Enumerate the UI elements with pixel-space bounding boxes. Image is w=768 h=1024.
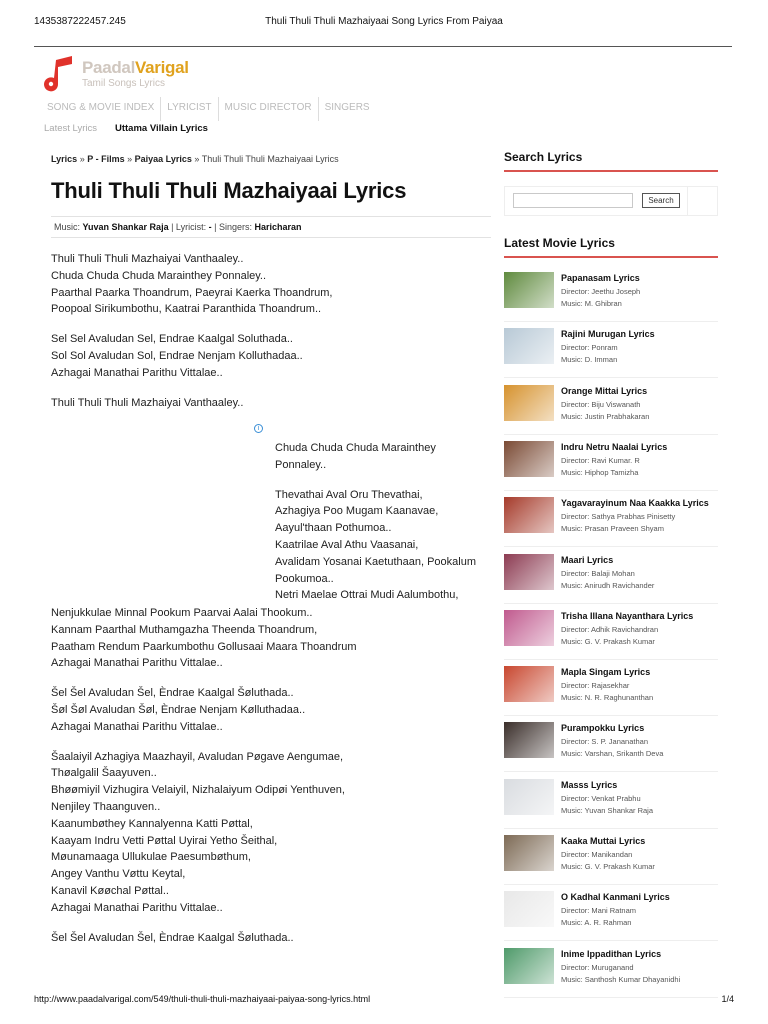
lyric-line: Kaanumbøthey Kannalyenna Katti Pøttal, (51, 817, 253, 830)
movie-name[interactable]: Mapla Singam Lyrics (561, 667, 651, 678)
lyric-line: Bhøømiyil Vizhugira Velaiyil, Nizhalaiyum Odipøi Yenthuven, (51, 784, 345, 797)
lyric-line: Thuli Thuli Thuli Mazhaiyai Vanthaaley.. (51, 253, 244, 265)
lyric-line: Nenjiley Thaanguven.. (51, 800, 161, 813)
lyric-line: Sol Sol Avaludan Sol, Endrae Nenjam Kolluthadaa.. (51, 349, 303, 362)
stanza-gap (51, 318, 332, 331)
movie-name[interactable]: Papanasam Lyrics (561, 273, 640, 283)
movie-thumbnail[interactable] (504, 441, 554, 477)
movie-name[interactable]: Kaaka Muttai Lyrics (561, 836, 646, 846)
movie-item[interactable] (504, 660, 718, 716)
lyric-line: Chuda Chuda Chuda Marainthey Ponnaley.. (51, 269, 267, 282)
movie-item[interactable] (504, 322, 718, 378)
lyric-line: Chuda Chuda Chuda Marainthey (275, 442, 436, 454)
logo-brand: PaadalVarigal (82, 58, 189, 77)
movie-name[interactable]: Yagavarayinum Naa Kaakka Lyrics (561, 498, 709, 509)
movie-music: Music: Varshan, Srikanth Deva (561, 749, 664, 759)
stanza-gap (275, 474, 476, 487)
main-nav (41, 97, 376, 121)
lyrics-block-indented (275, 440, 476, 604)
logo-tagline: Tamil Songs Lyrics (82, 78, 165, 89)
movie-name[interactable]: Trisha Illana Nayanthara Lyrics (561, 610, 694, 621)
movie-music: Music: N. R. Raghunanthan (561, 693, 654, 703)
search-title: Search Lyrics (504, 150, 718, 172)
song-meta: Music: Yuvan Shankar Raja | Lyricist: - | Singers: Haricharan (51, 216, 491, 238)
movie-director: Director: Sathya Prabhas Pinisetty (561, 512, 676, 522)
lyric-line: Šøl Šøl Avaludan Šøl, Èndrae Nenjam Kølluthadaa.. (51, 703, 306, 716)
movie-director: Director: Adhik Ravichandran (561, 624, 659, 634)
search-box (504, 186, 718, 216)
nav-music-director[interactable]: MUSIC DIRECTOR (219, 97, 319, 121)
movie-thumbnail[interactable] (504, 272, 554, 308)
print-doc-title: Thuli Thuli Thuli Mazhaiyaai Song Lyrics From Paiyaa (265, 16, 503, 27)
meta-singers[interactable]: Haricharan (254, 222, 302, 232)
subnav-latest-lyrics[interactable]: Latest Lyrics (44, 123, 97, 134)
stanza-gap (51, 382, 332, 395)
movie-name[interactable]: Maari Lyrics (561, 554, 614, 565)
movie-item[interactable] (504, 716, 718, 772)
lyric-line: Pookumoa.. (275, 572, 334, 585)
print-header (34, 16, 734, 30)
movie-item[interactable] (504, 604, 718, 660)
movie-thumbnail[interactable] (504, 497, 554, 533)
meta-music[interactable]: Yuvan Shankar Raja (82, 222, 169, 232)
lyric-line: Kannam Paarthal Muthamgazha Theenda Thoandrum, (51, 623, 318, 636)
movie-music: Music: D. Imman (561, 355, 618, 365)
lyric-line: Azhagai Manathai Parithu Vittalae.. (51, 720, 223, 733)
ad-info-icon[interactable]: i (254, 424, 263, 433)
movie-item[interactable] (504, 829, 718, 885)
movie-item[interactable] (504, 942, 718, 998)
lyric-line: Nenjukkulae Minnal Pookum Paarvai Aalai Thookum.. (51, 607, 313, 619)
lyric-line: Kanavil Køøchal Pøttal.. (51, 884, 169, 897)
page-title: Thuli Thuli Thuli Mazhaiyaai Lyrics (51, 178, 407, 203)
page-number: 1/4 (721, 994, 734, 1004)
nav-lyricist[interactable]: LYRICIST (161, 97, 218, 121)
movie-director: Director: Biju Viswanath (561, 399, 641, 409)
movie-item[interactable] (504, 773, 718, 829)
movie-item[interactable] (504, 548, 718, 604)
breadcrumb-lyrics[interactable]: Lyrics (51, 154, 78, 164)
lyric-line: Šel Šel Avaludan Šel, Èndrae Kaalgal Šøluthada.. (51, 931, 294, 944)
lyric-line: Azhagai Manathai Parithu Vittalae.. (51, 657, 223, 670)
nav-singers[interactable]: SINGERS (324, 102, 370, 113)
lyric-line: Kaatrilae Aval Athu Vaasanai, (275, 538, 419, 551)
latest-lyrics-title: Latest Movie Lyrics (504, 236, 718, 258)
search-divider (687, 187, 688, 215)
lyric-line: Ponnaley.. (275, 458, 327, 471)
movie-item[interactable] (504, 435, 718, 491)
lyric-line: Aayul'thaan Pothumoa.. (275, 522, 392, 535)
lyrics-block-bottom (51, 605, 357, 946)
movie-thumbnail[interactable] (504, 666, 554, 702)
stanza-gap (51, 736, 357, 749)
movie-music: Music: G. V. Prakash Kumar (561, 636, 655, 646)
breadcrumb: Lyrics » P - Films » Paiyaa Lyrics » Thuli Thuli Thuli Mazhaiyaai Lyrics (51, 154, 339, 164)
movie-music: Music: M. Ghibran (561, 299, 622, 308)
print-timestamp: 1435387222457.245 (34, 16, 126, 27)
lyric-line: Sel Sel Avaludan Sel, Endrae Kaalgal Soluthada.. (51, 333, 293, 346)
sidebar (504, 150, 718, 984)
movie-director: Director: Ravi Kumar. R (561, 455, 640, 465)
lyric-line: Azhagai Manathai Parithu Vittalae.. (51, 901, 223, 914)
movie-director: Director: Manikandan (561, 850, 633, 859)
lyric-line: Netri Maelae Ottrai Mudi Aalumbothu, (275, 589, 459, 602)
movie-director: Director: Rajasekhar (561, 681, 630, 691)
movie-music: Music: Hiphop Tamizha (561, 467, 639, 477)
lyric-line: Azhagiya Poo Mugam Kaanavae, (275, 505, 439, 518)
movie-music: Music: Justin Prabhakaran (561, 411, 650, 421)
nav-song-movie-index[interactable]: SONG & MOVIE INDEX (41, 97, 161, 121)
sub-nav (44, 123, 208, 134)
movie-thumbnail[interactable] (504, 610, 554, 646)
movie-thumbnail[interactable] (504, 722, 554, 758)
lyric-line: Thøalgalil Šaayuven.. (51, 767, 157, 780)
movie-director: Director: Muruganand (561, 962, 634, 972)
stanza-gap (51, 917, 357, 930)
search-input[interactable] (513, 193, 633, 208)
movie-music: Music: Yuvan Shankar Raja (561, 805, 653, 815)
lyric-line: Thuli Thuli Thuli Mazhaiyai Vanthaaley.. (51, 396, 244, 409)
movie-thumbnail[interactable] (504, 891, 554, 927)
print-footer (34, 994, 734, 1004)
movie-name[interactable]: Purampokku Lyrics (561, 723, 645, 734)
movie-music: Music: A. R. Rahman (561, 918, 632, 928)
breadcrumb-movie[interactable]: Paiyaa Lyrics (134, 154, 192, 164)
movie-director: Director: Jeethu Joseph (561, 287, 641, 296)
movie-thumbnail[interactable] (504, 328, 554, 364)
movie-thumbnail[interactable] (504, 948, 554, 984)
movie-item[interactable] (504, 885, 718, 941)
lyrics-block-top (51, 251, 332, 411)
footer-url[interactable]: http://www.paadalvarigal.com/549/thuli-thuli-thuli-mazhaiyaai-paiyaa-song-lyrics.html (34, 994, 371, 1004)
movie-name[interactable]: Indru Netru Naalai Lyrics (561, 441, 668, 452)
music-note-icon (42, 56, 78, 94)
breadcrumb-current: Thuli Thuli Thuli Mazhaiyaai Lyrics (201, 154, 339, 164)
lyric-line: Azhagai Manathai Parithu Vittalae.. (51, 366, 223, 379)
site-logo[interactable] (42, 54, 192, 96)
movie-item[interactable] (504, 379, 718, 435)
lyric-line: Thevathai Aval Oru Thevathai, (275, 488, 423, 501)
movie-music: Music: Prasan Praveen Shyam (561, 524, 664, 534)
movie-item[interactable] (504, 266, 718, 322)
lyric-line: Paatham Rendum Paarkumbothu Gollusaai Maara Thoandrum (51, 640, 357, 653)
stanza-gap (51, 672, 357, 685)
movie-music: Music: Santhosh Kumar Dhayanidhi (561, 974, 681, 984)
movie-director: Director: Balaji Mohan (561, 568, 635, 578)
movie-name[interactable]: Masss Lyrics (561, 779, 618, 790)
movie-thumbnail[interactable] (504, 554, 554, 590)
subnav-featured[interactable]: Uttama Villain Lyrics (114, 123, 208, 134)
movie-thumbnail[interactable] (504, 835, 554, 871)
movie-name[interactable]: O Kadhal Kanmani Lyrics (561, 892, 670, 903)
movie-item[interactable] (504, 491, 718, 547)
lyric-line: Šaalaiyil Azhagiya Maazhayil, Avaludan Pøgave Aengumae, (51, 750, 344, 763)
movie-music: Music: Anirudh Ravichander (561, 580, 655, 590)
movie-name[interactable]: Orange Mittai Lyrics (561, 385, 648, 396)
movie-thumbnail[interactable] (504, 779, 554, 815)
movie-director: Director: S. P. Jananathan (561, 737, 648, 747)
lyric-line: Kaayam Indru Vetti Pøttal Uyirai Yetho Šeithal, (51, 834, 278, 847)
movie-director: Director: Ponram (561, 343, 618, 353)
movie-director: Director: Mani Ratnam (561, 906, 637, 916)
movie-music: Music: G. V. Prakash Kumar (561, 862, 655, 871)
lyric-line: Šel Šel Avaludan Šel, Èndrae Kaalgal Šøluthada.. (51, 687, 294, 700)
movie-thumbnail[interactable] (504, 385, 554, 421)
lyric-line: Angey Vanthu Vøttu Keytal, (51, 868, 186, 881)
lyric-line: Poopoal Sirikumbothu, Kaatrai Paranthida Thoandrum.. (51, 303, 322, 316)
movie-name[interactable]: Rajini Murugan Lyrics (561, 329, 655, 340)
search-button[interactable]: Search (642, 193, 680, 208)
lyric-line: Avalidam Yosanai Kaetuthaan, Pookalum (275, 555, 476, 568)
movie-name[interactable]: Inime Ippadithan Lyrics (561, 948, 662, 959)
lyric-line: Paarthal Paarka Thoandrum, Paeyrai Kaerka Thoandrum, (51, 286, 333, 299)
breadcrumb-films[interactable]: P - Films (87, 154, 125, 164)
header-divider (34, 46, 732, 47)
meta-lyricist: - (208, 222, 212, 232)
movie-director: Director: Venkat Prabhu (561, 793, 641, 803)
lyric-line: Møunamaaga Ullukulae Paesumbøthum, (51, 851, 251, 864)
